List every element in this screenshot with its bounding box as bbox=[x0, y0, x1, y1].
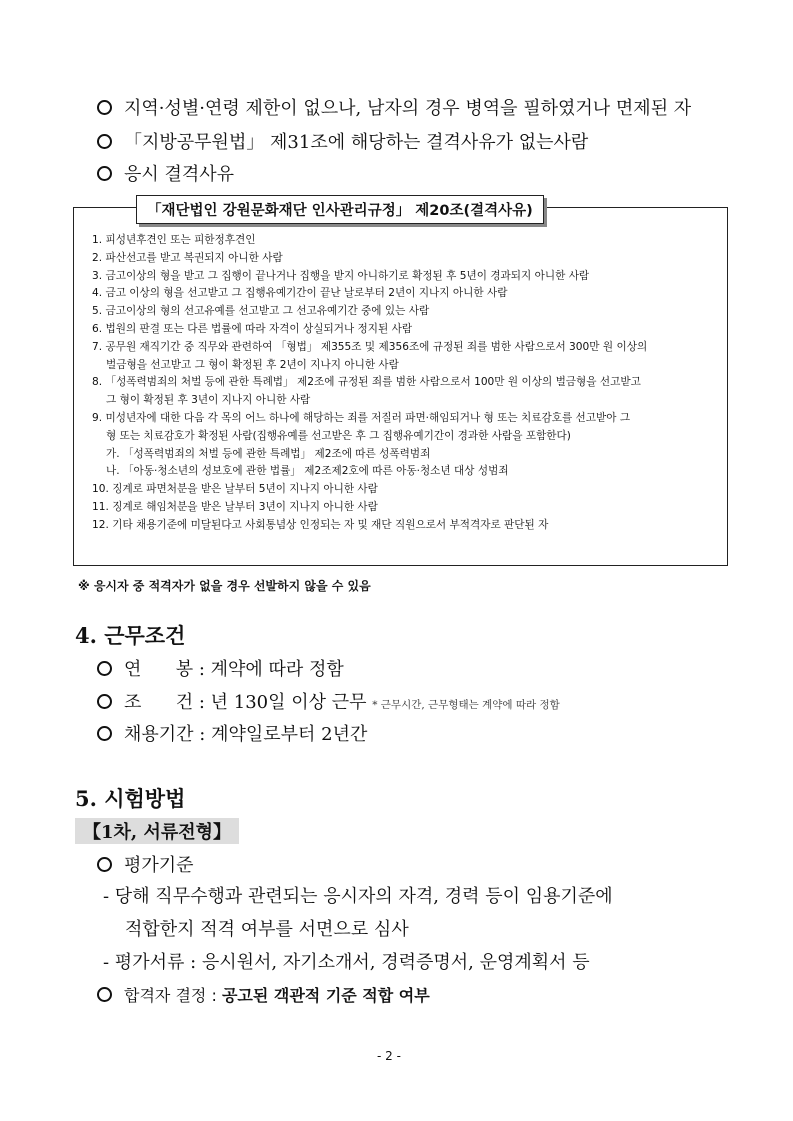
list-item: 가. 「성폭력범죄의 처벌 등에 관한 특례법」 제2조에 따른 성폭력범죄 bbox=[106, 447, 431, 460]
circle-bullet-icon bbox=[97, 166, 112, 181]
section-4-heading: 4. 근무조건 bbox=[75, 623, 186, 648]
requirement-text: 지역·성별·연령 제한이 없으나, 남자의 경우 병역을 필하였거나 면제된 자 bbox=[124, 98, 692, 119]
disqualification-box-title: 「재단법인 강원문화재단 인사관리규정」 제20조(결격사유) bbox=[136, 195, 544, 224]
criteria-item bbox=[97, 851, 194, 877]
list-item: 8. 「성폭력범죄의 처벌 등에 관한 특례법」 제2조에 규정된 죄를 범한 사람으로서 100만 원 이상의 벌금형을 선고받고 bbox=[92, 376, 641, 389]
list-item: 그 형이 확정된 후 3년이 지나지 아니한 사람 bbox=[106, 394, 311, 407]
condition-item bbox=[97, 655, 344, 681]
stage-tag: 【1차, 서류전형】 bbox=[75, 818, 239, 844]
condition-label: 조 건 bbox=[124, 692, 194, 713]
condition-value: : 계약에 따라 정함 bbox=[198, 659, 344, 680]
criteria-line: 적합한지 적격 여부를 서면으로 심사 bbox=[125, 919, 409, 940]
condition-item bbox=[97, 688, 560, 714]
list-item: 나. 「아동·청소년의 성보호에 관한 법률」 제2조제2호에 따른 아동·청소년 대상 성범죄 bbox=[106, 465, 509, 478]
list-item: 형 또는 치료감호가 확정된 사람(집행유예를 선고받은 후 그 집행유예기간이 경과한 사람을 포함한다) bbox=[106, 429, 571, 442]
section-5-heading: 5. 시험방법 bbox=[75, 786, 186, 811]
circle-bullet-icon bbox=[97, 726, 112, 741]
list-item: 벌금형을 선고받고 그 형이 확정된 후 2년이 지나지 아니한 사람 bbox=[106, 358, 399, 371]
list-item: 7. 공무원 재직기간 중 직무와 관련하여 「형법」 제355조 및 제356조에 규정된 죄를 범한 사람으로서 300만 원 이상의 bbox=[92, 340, 648, 353]
page-number: - 2 - bbox=[377, 1049, 401, 1063]
list-item: 10. 징계로 파면처분을 받은 날부터 5년이 지나지 아니한 사람 bbox=[92, 483, 378, 496]
circle-bullet-icon bbox=[97, 100, 112, 115]
requirement-item bbox=[97, 94, 691, 120]
circle-bullet-icon bbox=[97, 987, 112, 1002]
pass-label: 합격자 결정 : bbox=[124, 986, 222, 1005]
list-item: 5. 금고이상의 형의 선고유예를 선고받고 그 선고유예기간 중에 있는 사람 bbox=[92, 305, 430, 318]
condition-item bbox=[97, 720, 367, 746]
list-item: 2. 파산선고를 받고 복권되지 아니한 사람 bbox=[92, 251, 283, 264]
circle-bullet-icon bbox=[97, 694, 112, 709]
list-item: 9. 미성년자에 대한 다음 각 목의 어느 하나에 해당하는 죄를 저질러 파면·해임되거나 형 또는 치료감호를 선고받아 그 bbox=[92, 411, 631, 424]
requirement-item bbox=[97, 160, 234, 186]
condition-note: * 근무시간, 근무형태는 계약에 따라 정함 bbox=[372, 699, 560, 711]
requirement-text: 응시 결격사유 bbox=[124, 164, 235, 185]
selection-note: ※ 응시자 중 적격자가 없을 경우 선발하지 않을 수 있음 bbox=[78, 579, 371, 593]
list-item: 6. 법원의 판결 또는 다른 법률에 따라 자격이 상실되거나 정지된 사람 bbox=[92, 322, 413, 335]
condition-label: 연 봉 bbox=[124, 659, 194, 680]
pass-item bbox=[97, 983, 430, 1006]
condition-label: 채용기간 bbox=[124, 724, 194, 745]
circle-bullet-icon bbox=[97, 134, 112, 149]
list-item: 1. 피성년후견인 또는 피한정후견인 bbox=[92, 234, 256, 246]
criteria-label: 평가기준 bbox=[124, 855, 194, 876]
criteria-line: - 당해 직무수행과 관련되는 응시자의 자격, 경력 등이 임용기준에 bbox=[103, 886, 613, 907]
list-item: 12. 기타 채용기준에 미달된다고 사회통념상 인정되는 자 및 재단 직원으로서 부적격자로 판단된 자 bbox=[92, 518, 549, 531]
requirement-text: 「지방공무원법」 제31조에 해당하는 결격사유가 없는사람 bbox=[124, 132, 589, 153]
condition-value: : 년 130일 이상 근무 bbox=[198, 692, 367, 713]
disqualification-list bbox=[92, 232, 647, 535]
list-item: 4. 금고 이상의 형을 선고받고 그 집행유예기간이 끝난 날로부터 2년이 지나지 아니한 사람 bbox=[92, 287, 508, 300]
list-item: 11. 징계로 해임처분을 받은 날부터 3년이 지나지 아니한 사람 bbox=[92, 500, 378, 513]
documents-line: - 평가서류 : 응시원서, 자기소개서, 경력증명서, 운영계획서 등 bbox=[103, 952, 590, 973]
circle-bullet-icon bbox=[97, 661, 112, 676]
requirement-item bbox=[97, 128, 588, 154]
list-item: 3. 금고이상의 형을 받고 그 집행이 끝나거나 집행을 받지 아니하기로 확정된 후 5년이 경과되지 아니한 사람 bbox=[92, 269, 590, 282]
condition-value: : 계약일로부터 2년간 bbox=[199, 724, 368, 745]
circle-bullet-icon bbox=[97, 857, 112, 872]
pass-value: 공고된 객관적 기준 적합 여부 bbox=[221, 986, 430, 1005]
